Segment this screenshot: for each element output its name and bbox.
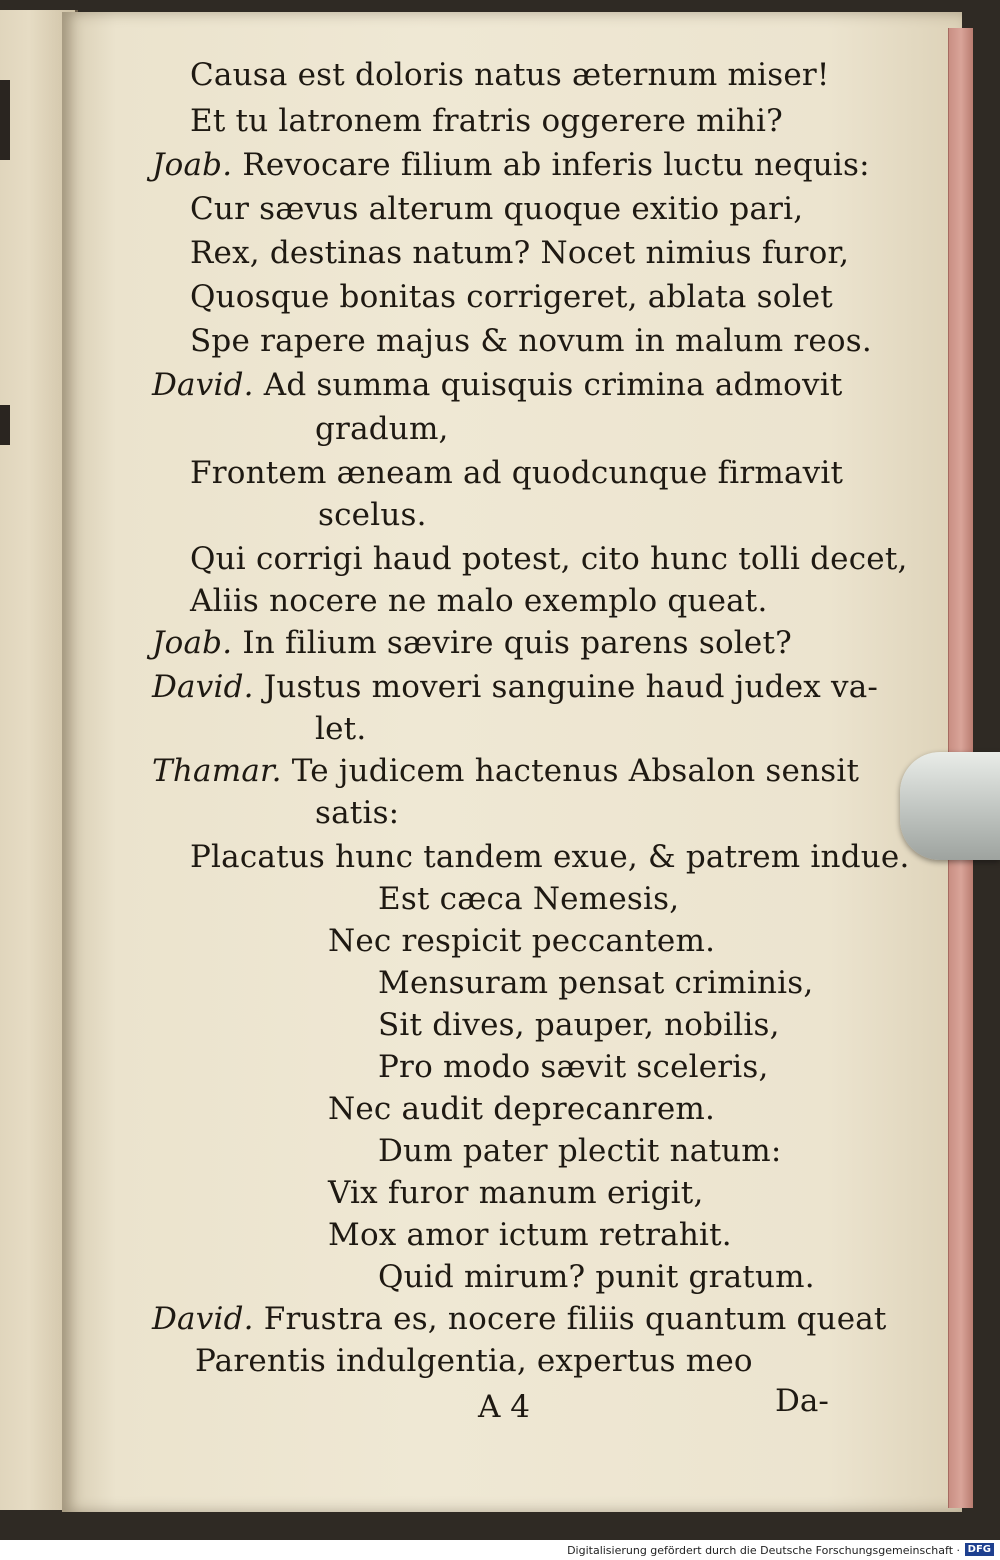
poem-line: Est cæca Nemesis, [378, 881, 680, 917]
speaker-name: David. [152, 669, 254, 705]
text-line: Qui corrigi haud potest, cito hunc tolli decet, [190, 541, 908, 577]
poem-line: Nec respicit peccantem. [328, 923, 716, 959]
text-line: Frontem æneam ad quodcunque firmavit [190, 455, 844, 491]
text-line: satis: [315, 795, 400, 831]
poem-line: Vix furor manum erigit, [328, 1175, 704, 1211]
text-line: gradum, [315, 411, 449, 447]
text-line: Cur sævus alterum quoque exitio pari, [190, 191, 804, 227]
speech-line: David. Ad summa quisquis crimina admovit [152, 367, 843, 403]
poem-line: Quid mirum? punit gratum. [378, 1259, 815, 1295]
poem-line: Mox amor ictum retrahit. [328, 1217, 732, 1253]
poem-line: Nec audit deprecanrem. [328, 1091, 716, 1127]
text-line: Spe rapere majus & novum in malum reos. [190, 323, 872, 359]
poem-line: Pro modo sævit sceleris, [378, 1049, 769, 1085]
text-line: let. [315, 711, 367, 747]
poem-line: Dum pater plectit natum: [378, 1133, 782, 1169]
speaker-name: David. [152, 367, 254, 403]
poem-line: Mensuram pensat criminis, [378, 965, 814, 1001]
text-line: Placatus hunc tandem exue, & patrem indue. [190, 839, 910, 875]
speaker-name: David. [152, 1301, 254, 1337]
speech-line: Joab. Revocare filium ab inferis luctu nequis: [152, 147, 870, 183]
speech-line: David. Justus moveri sanguine haud judex va- [152, 669, 879, 705]
poem-line: Sit dives, pauper, nobilis, [378, 1007, 780, 1043]
footer-bar [0, 1540, 1000, 1560]
text-line: scelus. [318, 497, 427, 533]
catchword: Da- [775, 1383, 829, 1419]
signature-mark: A 4 [478, 1389, 530, 1425]
speaker-name: Joab. [152, 147, 233, 183]
speaker-name: Joab. [152, 625, 233, 661]
speech-line: Thamar. Te judicem hactenus Absalon sensit [152, 753, 860, 789]
text-line: Rex, destinas natum? Nocet nimius furor, [190, 235, 850, 271]
text-line: Et tu latronem fratris oggerere mihi? [190, 103, 783, 139]
dfg-logo: DFG [965, 1543, 994, 1556]
speech-line: Joab. In filium sævire quis parens solet? [152, 625, 792, 661]
text-line: Causa est doloris natus æternum miser! [190, 57, 830, 93]
speech-line: David. Frustra es, nocere filiis quantum queat [152, 1301, 887, 1337]
funding-credit: Digitalisierung gefördert durch die Deutsche Forschungsgemeinschaft · [567, 1544, 960, 1557]
text-line: Parentis indulgentia, expertus meo [195, 1343, 753, 1379]
text-line: Aliis nocere ne malo exemplo queat. [190, 583, 768, 619]
text-line: Quosque bonitas corrigeret, ablata solet [190, 279, 833, 315]
speaker-name: Thamar. [152, 753, 282, 789]
